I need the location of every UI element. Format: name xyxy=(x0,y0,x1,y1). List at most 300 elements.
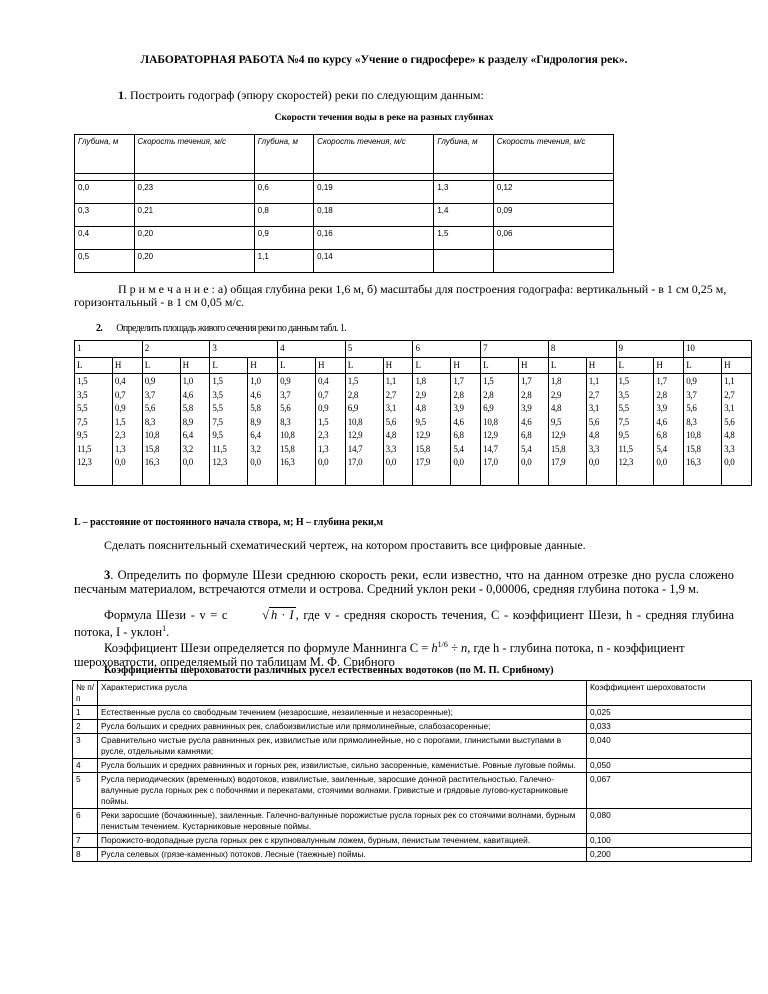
value: 4,8 xyxy=(588,430,600,440)
values-cell-l xyxy=(616,374,654,486)
value: 2,9 xyxy=(550,389,562,400)
value: 1,5 xyxy=(114,416,126,427)
value: 3,5 xyxy=(618,389,629,400)
values-row xyxy=(75,374,752,486)
value: 4,8 xyxy=(415,403,426,413)
value: 11,5 xyxy=(212,443,227,454)
group-number: 2 xyxy=(142,341,210,358)
blank-line xyxy=(656,470,681,484)
table-cell: Русла больших и средних равнинных рек, слабоизвилистые или прямолинейные, слабозасоренные; xyxy=(98,720,587,734)
table-cell: 0,033 xyxy=(587,720,752,734)
values-cell-h xyxy=(112,374,142,486)
value: 0,0 xyxy=(250,457,261,467)
table-cell: 0,09 xyxy=(493,204,613,227)
blank-cell xyxy=(75,174,135,181)
value: 7,5 xyxy=(212,416,223,427)
value: 0,0 xyxy=(453,457,464,467)
table-row xyxy=(73,773,752,809)
value: 1,7 xyxy=(453,376,464,386)
value: 3,9 xyxy=(656,403,667,413)
value: 5,5 xyxy=(212,403,223,413)
value: 4,8 xyxy=(385,430,397,440)
value: 5,4 xyxy=(453,443,464,454)
group-number: 5 xyxy=(345,341,413,358)
value: 11,5 xyxy=(77,443,92,454)
value: 2,3 xyxy=(114,430,126,440)
table-row xyxy=(75,227,614,250)
value: 0,4 xyxy=(317,376,329,386)
blank-line xyxy=(280,470,313,484)
subhead-h: H xyxy=(180,357,210,374)
task1-text: . Построить годограф (эпюру скоростей) реки по следующим данным: xyxy=(124,88,484,102)
value: 5,6 xyxy=(724,416,735,427)
value: 3,1 xyxy=(724,403,735,413)
value: 10,8 xyxy=(144,430,160,440)
note-text: а) общая глубина реки 1,6 м, б) масштабы для построения годографа: вертикальный - в 1 см 0,25 м, горизонтальный - в 1 см 0,05 м/с. xyxy=(74,282,727,309)
table-cell: Русла селевых (грязе-каменных) потоков. Лесные (таежные) поймы. xyxy=(98,848,587,862)
value: 1,8 xyxy=(415,376,426,386)
blank-line xyxy=(619,470,652,484)
table-cell: 0,8 xyxy=(254,204,314,227)
table-cell: Русла больших и средних равнинных и горных рек, извилистые, сильно засоренные, каменистые. Ровные луговые поймы. xyxy=(98,759,587,773)
table-row xyxy=(75,250,614,273)
value: 2,8 xyxy=(521,389,532,400)
value: 3,7 xyxy=(686,389,697,400)
value: 12,3 xyxy=(212,457,227,467)
blank-line xyxy=(589,470,614,484)
value: 17,0 xyxy=(347,457,363,467)
value: 10,8 xyxy=(347,416,363,427)
value: 6,9 xyxy=(483,403,494,413)
value: 1,5 xyxy=(212,376,223,386)
value: 6,4 xyxy=(182,430,193,440)
task1-table-caption: Скорости течения воды в реке на разных глубинах xyxy=(274,113,494,123)
group-number: 4 xyxy=(278,341,346,358)
value: 2,7 xyxy=(588,389,600,400)
values-cell-h xyxy=(383,374,413,486)
value: 1,3 xyxy=(114,443,126,454)
value: 16,3 xyxy=(144,457,160,467)
task2-heading xyxy=(96,323,346,334)
value: 1,8 xyxy=(550,376,562,386)
table-cell: 0,06 xyxy=(493,227,613,250)
blank-cell xyxy=(314,174,434,181)
value: 1,5 xyxy=(618,376,629,386)
value: 8,9 xyxy=(250,416,261,427)
table-cell: 0,100 xyxy=(587,834,752,848)
value: 2,8 xyxy=(656,389,667,400)
table-cell: 7 xyxy=(73,834,98,848)
value: 3,9 xyxy=(521,403,532,413)
value: 2,8 xyxy=(347,389,359,400)
value: 1,5 xyxy=(347,376,359,386)
subhead-l: L xyxy=(345,357,383,374)
value: 15,8 xyxy=(550,443,566,454)
value: 11,5 xyxy=(618,443,633,454)
value: 15,8 xyxy=(280,443,295,454)
table-row xyxy=(73,848,752,862)
table-cell: 3 xyxy=(73,734,98,759)
formula-sup: 1 xyxy=(162,624,167,633)
table-row xyxy=(73,720,752,734)
table-cell: 5 xyxy=(73,773,98,809)
subhead-l: L xyxy=(481,357,519,374)
value: 0,0 xyxy=(588,457,600,467)
value: 0,7 xyxy=(114,389,126,400)
table-cell: 0,20 xyxy=(134,250,254,273)
value: 0,0 xyxy=(521,457,532,467)
value: 2,7 xyxy=(385,389,397,400)
value: 12,9 xyxy=(347,430,363,440)
value: 9,5 xyxy=(618,430,629,440)
subhead-l: L xyxy=(75,357,113,374)
values-cell-h xyxy=(519,374,549,486)
value: 3,3 xyxy=(385,443,397,454)
table-cell: Сравнительно чистые русла равнинных рек, извилистые или прямолинейные, но с порогами, глинистыми выступами в русле, отдельными камнями; xyxy=(98,734,587,759)
manning-h: h xyxy=(431,641,438,656)
value: 9,5 xyxy=(415,416,426,427)
formula-end: . xyxy=(166,625,170,640)
subhead-l: L xyxy=(142,357,180,374)
value: 15,8 xyxy=(415,443,430,454)
value: 0,9 xyxy=(686,376,697,386)
header-cell: № п/п xyxy=(73,681,98,706)
subhead-l: L xyxy=(413,357,451,374)
task2-number: 2. xyxy=(96,323,103,334)
table-cell: 0,0 xyxy=(75,181,135,204)
value: 6,4 xyxy=(250,430,261,440)
value: 16,3 xyxy=(280,457,295,467)
value: 3,3 xyxy=(724,443,735,454)
table-row xyxy=(75,204,614,227)
table-cell: 0,19 xyxy=(314,181,434,204)
value: 17,9 xyxy=(550,457,566,467)
value: 3,3 xyxy=(588,443,600,454)
formula-suffix: , где v - средняя скорость течения, С - коэффициент Шези, h - средняя глубина потока, I - уклон xyxy=(74,608,734,640)
value: 5,8 xyxy=(250,403,261,413)
blank-line xyxy=(183,470,208,484)
group-number: 7 xyxy=(481,341,549,358)
table-cell: 1,5 xyxy=(434,227,494,250)
table-cell: 8 xyxy=(73,848,98,862)
value: 2,3 xyxy=(317,430,329,440)
values-cell-h xyxy=(180,374,210,486)
value: 12,9 xyxy=(415,430,430,440)
table-cell: 0,067 xyxy=(587,773,752,809)
table-row xyxy=(73,706,752,720)
value: 1,7 xyxy=(521,376,532,386)
value: 14,7 xyxy=(347,443,363,454)
values-cell-h xyxy=(248,374,278,486)
value: 4,6 xyxy=(250,389,261,400)
value: 9,5 xyxy=(212,430,223,440)
table-cell: 0,12 xyxy=(493,181,613,204)
manning-c: где h - глубина потока, n - коэффициент шероховатости, определяемый по таблицам М. Ф. Срибного xyxy=(74,641,685,670)
value: 5,5 xyxy=(77,403,88,413)
value: 10,8 xyxy=(483,416,498,427)
subhead-l: L xyxy=(548,357,586,374)
header-cell: Коэффициент шероховатости xyxy=(587,681,752,706)
value: 15,8 xyxy=(686,443,701,454)
value: 12,3 xyxy=(618,457,634,467)
task3-text: . Определить по формуле Шези среднюю скорость реки, если известно, что на данном отрезке дно русла сложено песчаным материалом, встречаются отмели и острова. Средний уклон реки - 0,00006, средняя глубина потока - 1,9 м. xyxy=(74,568,734,596)
manning-exp: 1/6 xyxy=(437,640,448,649)
task2-legend: L – расстояние от постоянного начала створа, м; Н – глубина реки,м xyxy=(74,517,384,528)
table-row xyxy=(73,759,752,773)
formula-prefix: Формула Шези - v = c xyxy=(104,608,228,622)
table-cell: Русла периодических (временных) водотоков, извилистые, заиленные, заросшие донной растительностью. Галечно-валунные русла горных рек с побочнями и перекатами, стоячими волнами. Гривистые и грядовые лугово-кустарниковые поймы. xyxy=(98,773,587,809)
table-cell: 4 xyxy=(73,759,98,773)
group-row xyxy=(75,341,752,358)
table-header-row xyxy=(75,135,614,174)
group-number: 9 xyxy=(616,341,684,358)
value: 1,3 xyxy=(317,443,329,454)
value: 8,3 xyxy=(686,416,697,427)
table-row xyxy=(75,181,614,204)
table-cell: 1,1 xyxy=(254,250,314,273)
table-cell: 6 xyxy=(73,809,98,834)
value: 1,0 xyxy=(250,376,261,386)
formula-root: h · I xyxy=(270,608,294,622)
table-cell: 0,080 xyxy=(587,809,752,834)
header-cell: Характеристика русла xyxy=(98,681,587,706)
blank-line xyxy=(386,470,411,484)
subhead-h: H xyxy=(315,357,345,374)
values-cell-l xyxy=(345,374,383,486)
value: 6,8 xyxy=(521,430,532,440)
table-cell: 0,025 xyxy=(587,706,752,720)
values-cell-l xyxy=(210,374,248,486)
blank-line xyxy=(483,470,516,484)
value: 0,9 xyxy=(114,403,126,413)
blank-cell xyxy=(493,174,613,181)
table-row xyxy=(73,734,752,759)
task3-formula xyxy=(74,608,734,639)
value: 8,3 xyxy=(144,416,156,427)
value: 4,6 xyxy=(182,389,193,400)
task3-text-block xyxy=(74,568,734,596)
section-table xyxy=(74,340,752,486)
task3-number: 3 xyxy=(104,568,111,582)
blank-line xyxy=(212,470,245,484)
blank-cell xyxy=(254,174,314,181)
spacer-row xyxy=(75,174,614,181)
table-cell: 0,9 xyxy=(254,227,314,250)
value: 3,2 xyxy=(182,443,193,454)
value: 2,9 xyxy=(415,389,426,400)
values-cell-l xyxy=(142,374,180,486)
value: 17,9 xyxy=(415,457,430,467)
table-row xyxy=(73,809,752,834)
values-cell-h xyxy=(315,374,345,486)
value: 1,5 xyxy=(317,416,329,427)
table-cell: 2 xyxy=(73,720,98,734)
value: 0,0 xyxy=(182,457,193,467)
subhead-h: H xyxy=(586,357,616,374)
group-number: 6 xyxy=(413,341,481,358)
group-number: 10 xyxy=(684,341,752,358)
value: 0,0 xyxy=(656,457,667,467)
subhead-row xyxy=(75,357,752,374)
value: 1,7 xyxy=(656,376,667,386)
task2-instruction: Сделать пояснительный схематический чертеж, на котором проставить все цифровые данные. xyxy=(104,538,586,552)
value: 8,9 xyxy=(182,416,193,427)
value: 0,9 xyxy=(144,376,156,386)
value: 12,9 xyxy=(550,430,566,440)
roughness-table xyxy=(72,680,752,862)
value: 0,9 xyxy=(317,403,329,413)
table-cell: 0,6 xyxy=(254,181,314,204)
value: 15,8 xyxy=(144,443,160,454)
task3-table-caption: Коэффициенты шероховатости различных русел естественных водотоков (по М. П. Срибному) xyxy=(104,665,554,676)
table-cell: Естественные русла со свободным течением (незаросшие, незаиленные и незасоренные); xyxy=(98,706,587,720)
task1-number: 1 xyxy=(118,88,124,102)
value: 3,5 xyxy=(212,389,223,400)
value: 1,1 xyxy=(385,376,397,386)
table-cell: 0,040 xyxy=(587,734,752,759)
value: 0,0 xyxy=(114,457,126,467)
sqrt-symbol: √ xyxy=(262,608,269,622)
value: 4,6 xyxy=(453,416,464,427)
value: 2,8 xyxy=(483,389,494,400)
subhead-h: H xyxy=(519,357,549,374)
value: 6,9 xyxy=(347,403,359,413)
values-cell-h xyxy=(722,374,752,486)
value: 6,8 xyxy=(656,430,667,440)
value: 0,0 xyxy=(317,457,329,467)
header-cell: Скорость течения, м/с xyxy=(493,135,613,174)
table-row xyxy=(73,834,752,848)
value: 5,6 xyxy=(385,416,397,427)
blank-line xyxy=(415,470,448,484)
value: 1,5 xyxy=(77,376,88,386)
blank-line xyxy=(318,470,343,484)
subhead-h: H xyxy=(654,357,684,374)
blank-line xyxy=(348,470,381,484)
note-label: П р и м е ч а н и е : xyxy=(118,282,215,296)
group-number: 1 xyxy=(75,341,143,358)
blank-line xyxy=(551,470,584,484)
blank-cell xyxy=(434,174,494,181)
subhead-h: H xyxy=(112,357,142,374)
value: 4,6 xyxy=(521,416,532,427)
values-cell-l xyxy=(278,374,316,486)
values-cell-h xyxy=(451,374,481,486)
header-cell: Скорость течения, м/с xyxy=(134,135,254,174)
blank-cell xyxy=(134,174,254,181)
value: 10,8 xyxy=(686,430,701,440)
value: 3,1 xyxy=(588,403,600,413)
value: 5,4 xyxy=(521,443,532,454)
value: 5,5 xyxy=(618,403,629,413)
value: 2,7 xyxy=(724,389,735,400)
value: 1,1 xyxy=(588,376,600,386)
group-number: 3 xyxy=(210,341,278,358)
page-title: ЛАБОРАТОРНАЯ РАБОТА №4 по курсу «Учение о гидросфере» к разделу «Гидрология рек». xyxy=(140,54,628,66)
value: 0,0 xyxy=(724,457,735,467)
value: 14,7 xyxy=(483,443,498,454)
value: 5,6 xyxy=(280,403,291,413)
value: 9,5 xyxy=(77,430,88,440)
subhead-h: H xyxy=(248,357,278,374)
blank-line xyxy=(145,470,178,484)
header-cell: Глубина, м xyxy=(434,135,494,174)
value: 3,1 xyxy=(385,403,397,413)
value: 4,8 xyxy=(724,430,735,440)
manning-a: Коэффициент Шези определяется по формуле Маннинга С = xyxy=(104,641,429,656)
value: 2,8 xyxy=(453,389,464,400)
blank-line xyxy=(77,470,110,484)
subhead-l: L xyxy=(278,357,316,374)
table-cell: 1,3 xyxy=(434,181,494,204)
group-number: 8 xyxy=(548,341,616,358)
table-cell: 0,4 xyxy=(75,227,135,250)
value: 3,2 xyxy=(250,443,261,454)
value: 5,8 xyxy=(182,403,193,413)
value: 3,9 xyxy=(453,403,464,413)
table-cell: 0,5 xyxy=(75,250,135,273)
table-cell xyxy=(493,250,613,273)
header-cell: Скорость течения, м/с xyxy=(314,135,434,174)
value: 7,5 xyxy=(618,416,629,427)
subhead-l: L xyxy=(616,357,654,374)
value: 5,4 xyxy=(656,443,667,454)
value: 10,8 xyxy=(280,430,295,440)
table-cell: 1,4 xyxy=(434,204,494,227)
table-cell: 0,14 xyxy=(314,250,434,273)
task2-text: Определить площадь живого сечения реки по данным табл. 1. xyxy=(116,323,347,334)
header-cell: Глубина, м xyxy=(254,135,314,174)
value: 0,4 xyxy=(114,376,126,386)
value: 6,8 xyxy=(453,430,464,440)
value: 5,6 xyxy=(588,416,600,427)
manning-b: ÷ n, xyxy=(447,641,471,656)
blank-line xyxy=(453,470,478,484)
value: 4,6 xyxy=(656,416,667,427)
value: 16,3 xyxy=(686,457,701,467)
blank-line xyxy=(724,470,749,484)
value: 9,5 xyxy=(550,416,562,427)
table-cell: 0,16 xyxy=(314,227,434,250)
blank-line xyxy=(250,470,275,484)
value: 1,0 xyxy=(182,376,193,386)
value: 0,9 xyxy=(280,376,291,386)
value: 3,7 xyxy=(144,389,156,400)
table-cell xyxy=(434,250,494,273)
value: 8,3 xyxy=(280,416,291,427)
table-cell: Порожисто-водопадные русла горных рек с крупновалунным ложем, бурным, пенистым течением, кавитацией. xyxy=(98,834,587,848)
velocity-table xyxy=(74,134,614,273)
table-header-row xyxy=(73,681,752,706)
table-cell: 0,20 xyxy=(134,227,254,250)
values-cell-l xyxy=(481,374,519,486)
subhead-h: H xyxy=(383,357,413,374)
value: 1,1 xyxy=(724,376,735,386)
values-cell-l xyxy=(75,374,113,486)
task1-note xyxy=(74,283,734,309)
value: 12,9 xyxy=(483,430,498,440)
subhead-l: L xyxy=(210,357,248,374)
table-cell: 0,3 xyxy=(75,204,135,227)
task1-heading xyxy=(118,88,484,103)
table-cell: 0,18 xyxy=(314,204,434,227)
value: 0,7 xyxy=(317,389,329,400)
value: 5,6 xyxy=(686,403,697,413)
value: 3,5 xyxy=(77,389,88,400)
value: 4,8 xyxy=(550,403,562,413)
blank-line xyxy=(521,470,546,484)
table-cell: 0,200 xyxy=(587,848,752,862)
